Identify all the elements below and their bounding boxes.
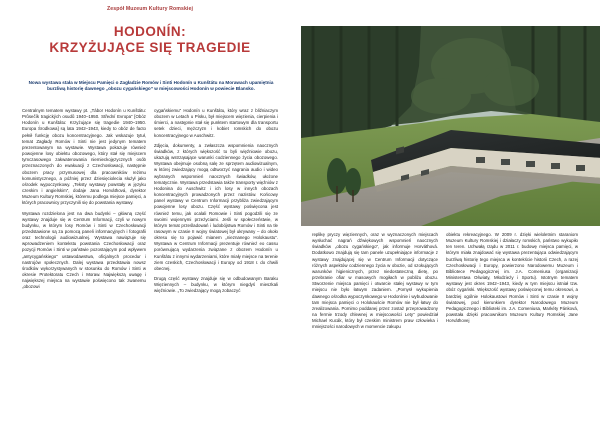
paragraph: replikę pryczy więziennych, oraz w wyznaczonych miejscach wysłuchać nagrań dźwiękowych wspomnień naocznych świadków „obozu cygańskiego”, jak informuje Horváthová. Dodatkowo znajdują się tam panele uzupełniające informacje z wystawy znajdującej się w Centrum Informacji dotyczące różnych aspektów codziennego życia w obozie, od szokujących warunków higienicznych, przez niedostateczną dietę, po przebranie ofiar w masowych mogiłach w pobliżu obozu. Stworzenie miejsca pamięci i otwarcie stałej wystawy w tym miejscu nie było łatwym zadaniem. „Pomysł wykupienia dawnego ośrodka wypoczynkowego w Hodonínie i wybudowanie tam miejsca pamięci o Holokauście Romów nie był łatwy do zrealizowania. Pomimo poddanej przez zostaż przeprowadzony na fermie trzody chlewnej w miejscowości Lety” powiedział Michael Kucák, który był czeskim ministrem praw człowieka i mniejszości narodowych w momencie zakupu — [312, 232, 438, 330]
text-column-4 — [446, 232, 578, 328]
article-photo — [301, 26, 600, 226]
text-column-2 — [154, 108, 278, 299]
lead-paragraph: Nowa wystawa stała w Miejscu Pamięci o Zagładzie Romów i Sinti Hodonín u Kunštátu na Morawach upamiętnia burzliwą historię dawnego „obozu cygańskiego” w miejscowości Hodonín w powiecie Blansko. — [28, 80, 274, 91]
article-title — [0, 24, 300, 56]
paragraph: cygańskiemu” Hodonín u Kunštátu, który wraz z bliźniaczym obozem w Letach u Písku, był miejscem więzienia, cierpienia i śmierci, a następnie stał się punktem startowym dla transportu setek dzieci, mężczyzn i kobiet romskich do obozu koncentracyjnego w Auschwitz. — [154, 108, 278, 138]
text-column-3 — [312, 232, 438, 335]
paragraph: Zdjęcia, dokumenty, a zwłaszcza wspomnienia naocznych świadków, z których większość to byli więźniowie obozu, ukazują wstrząsające warunki codziennego życia obozowego. Wystawa obejmuje osobną salę ze sprzętem audiowizualnym, w której zwiedzający mogą odtworzyć nagrania audio i wideo wybranych wspomnień naocznych świadków, ułożone tematycznie. Wystawa przedstawia także transporty więźniów z Hodonina do Auschwitz i ich losy w innych obozach koncentracyjnych prowadzonych przez nazistów. Końcowy panel wystawy w Centrum Informacji przybliża zwiedzającym powojenne losy obozu. Część wystawy poświęcona jest również temu, jak ocalali Romowie i Sinti pogodzili się ze swoimi wojennymi przeżyciami. Jeśli w społeczeństwie, w którym temat prześladowań i ludobójstwa Romów i Sinti na tle rasowym w czasie II wojny światowej był ukrywany – do około okresu się to pojawić mianem „nieznanego Holokaustu”. Wystawa w Centrum Informacji prezentuje również eo cassu porównującą wydarzenia związane z obozem Hodonín u Kunštátu z innymi wydarzeniami, które miały miejsce na terenie ziem czeskich, Czechosłowacji i Europy od 1918 r. do chwili obecnej. — [154, 142, 278, 271]
paragraph: obiektu rekreacyjnego. W 2009 r. dzięki wieloletnim staraniom Muzeum Kultury Romskiej i działaczy romskich, państwo wykupiło ten teren. Uchwałą rządu w 2011 r. budowę miejsca pamięci, w którym miała znajdować się wystawa prezentująca odwiedzającym burzliwą historię tego miejsca w kontekście historii Czech, a razej Czechosłowacji i Europy, powierzono Narodowemu Muzeum i Bibliotece Pedagogicznej im. J.A. Comeniusa (organizacji Ministerstwa Oświaty, Młodzieży i Sportu). Istotnym tematem wystawy jest okres 1942–1943, kiedy w tym miejscu istniał tzw. obóz cygański. Większość wystawy poświęconej temu okresowi, a bardziej ogólnie Holokaustowi Romów i Sinti w czasie II wojny światowej, pod kierunkiem dyrektor Narodowego Muzeum Pedagogicznego i Biblioteki im. J.A. Comeniusa, Markéty Pánková, powstała dzięki pracownikom Muzeum Kultury Romskiej Jane Horváthovej — [446, 232, 578, 324]
masthead: Zespół Muzeum Kultury Romskiej — [106, 6, 193, 12]
paragraph: Centralnym tematem wystawy pt. „Tábor Hodonín u Kunštátu: Průsečík tragických osudů 1940–1950. Střední Evropa” [Obóz Hodonín u Kunštátu: Krzyżujące się tragedie 1940–1950. Europa Środkowa] są lata 1942–1943, kiedy to obóz de facto pełnił funkcję obozu koncentracyjnego. Jak wskazuje tytuł, temat Zagłady Romów i Sinti nie jest jedynym tematem prezentowanym na wystawie. Wystawa pokazuje również powojenne losy obiektu obozowego, który stał się miejscem tymczasowego zakwaterowania niemieckojęzycznych osób przeznaczonych do ewakuacji z Czechosłowacji, następnie obozem pracy przymusowej dla pracowników reżimu komunistycznego, a później przez dziesięciolecia służył jako ośrodek wypoczynkowy. „Teksty wystawy powstały w języku czeskim i angielskim”, dodaje Jana Horváthová, dyrektor Muzeum Kultury Romskiej, któremu podlega miejsce pamięci, a których pracownicy przyczynili się do powstania wystawy. — [22, 108, 146, 206]
paragraph: Drugą część wystawy znajduje się w odbudowanym Baraku Więziennych – budynku, w którym niegdyś mieszkali więźniowie. „To zwiedzający mogą zobaczyć — [154, 276, 278, 294]
title-line-1: HODONÍN: — [113, 24, 187, 39]
text-column-1 — [22, 108, 146, 295]
title-line-2: KRZYŻUJĄCE SIĘ TRAGEDIE — [49, 40, 251, 55]
paragraph: Wystawa rozdzielona jest na dwa budynki – główną część wystawy znajduje się w Centrum Informacji, czyli w nowym budynku, w którym losy Romów i Sinti w Czechosłowacji przedstawione są za pomocą paneli informacyjnych i fotografii oraz technologii audiowizualnej. Wystawa nawiązuje się wprowadzeniem kontekstu powstania Czechosłowacji oraz pozycji Romów i Sinti w państwie pozostającym pod wpływem „antycygańskiego” ustawodawstwa, oficjalnych procedur i nastrojów społecznych. Dalej wystawa przedstawia nowsz środków wykorzystywanych w stosunku do Romów i Sinti w okresie Protektoratu Czech i Moraw. Największą uwagę i największej miejsca na wystawie poświęcono tak zwanemu „obozowi — [22, 210, 146, 290]
camp-barrack-photo — [301, 26, 600, 226]
